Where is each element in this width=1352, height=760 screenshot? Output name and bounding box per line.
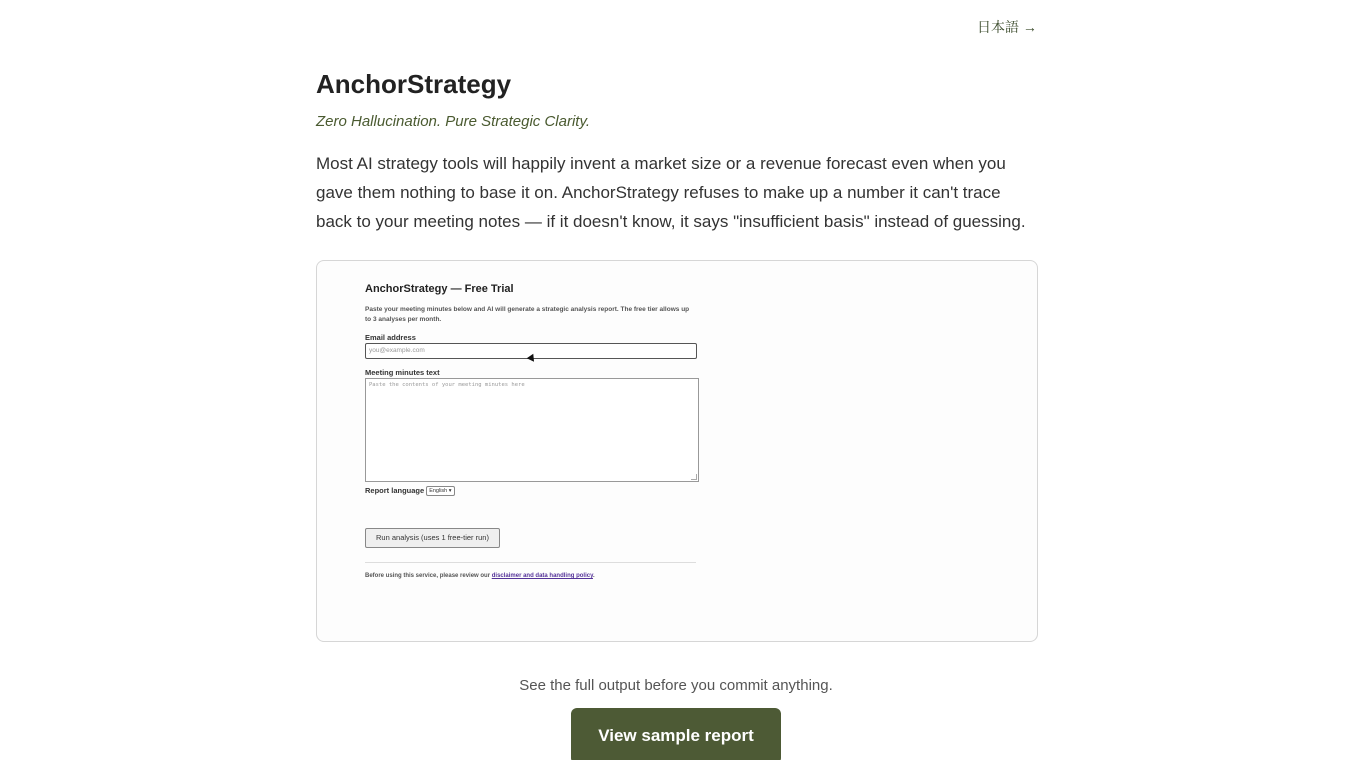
resize-handle-icon (691, 474, 697, 480)
screenshot-language-value: English (429, 488, 448, 494)
cta-caption: See the full output before you commit anything. (519, 677, 833, 694)
screenshot-minutes-textarea (365, 378, 699, 482)
language-switch-link[interactable]: 日本語 → (977, 19, 1037, 35)
screenshot-run-button: Run analysis (uses 1 free-tier run) (365, 528, 500, 548)
tagline: Zero Hallucination. Pure Strategic Clarity. (316, 113, 590, 130)
screenshot-divider (365, 562, 696, 563)
view-sample-report-button[interactable]: View sample report (571, 708, 781, 760)
chevron-down-icon: ▾ (448, 488, 452, 494)
product-description: Most AI strategy tools will happily invent a market size or a revenue forecast even when you gave them nothing to base it on. AnchorStrategy refuses to make up a number it can't trace back to your meeting notes — if it doesn't know, it says "insufficient basis" instead of guessing. (316, 154, 1026, 231)
screenshot-language-row (365, 486, 455, 496)
screenshot-footer-suffix: . (592, 573, 595, 579)
screenshot-email-label: Email address (365, 333, 416, 342)
screenshot-intro: Paste your meeting minutes below and AI will generate a strategic analysis report. The free tier allows up to 3 analyses per month. (365, 306, 690, 323)
screenshot-title: AnchorStrategy — Free Trial (365, 283, 514, 295)
screenshot-footer (365, 571, 595, 581)
screenshot-disclaimer-link: disclaimer and data handling policy (491, 573, 593, 579)
screenshot-minutes-placeholder: Paste the contents of your meeting minutes here (369, 382, 525, 388)
screenshot-footer-prefix: Before using this service, please review our (365, 573, 491, 579)
screenshot-language-select (426, 486, 454, 496)
screenshot-email-field: you@example.com (365, 343, 697, 359)
product-screenshot (316, 260, 1038, 642)
page-title: AnchorStrategy (316, 69, 512, 99)
screenshot-minutes-label: Meeting minutes text (365, 368, 440, 377)
screenshot-language-label: Report language (365, 486, 425, 495)
